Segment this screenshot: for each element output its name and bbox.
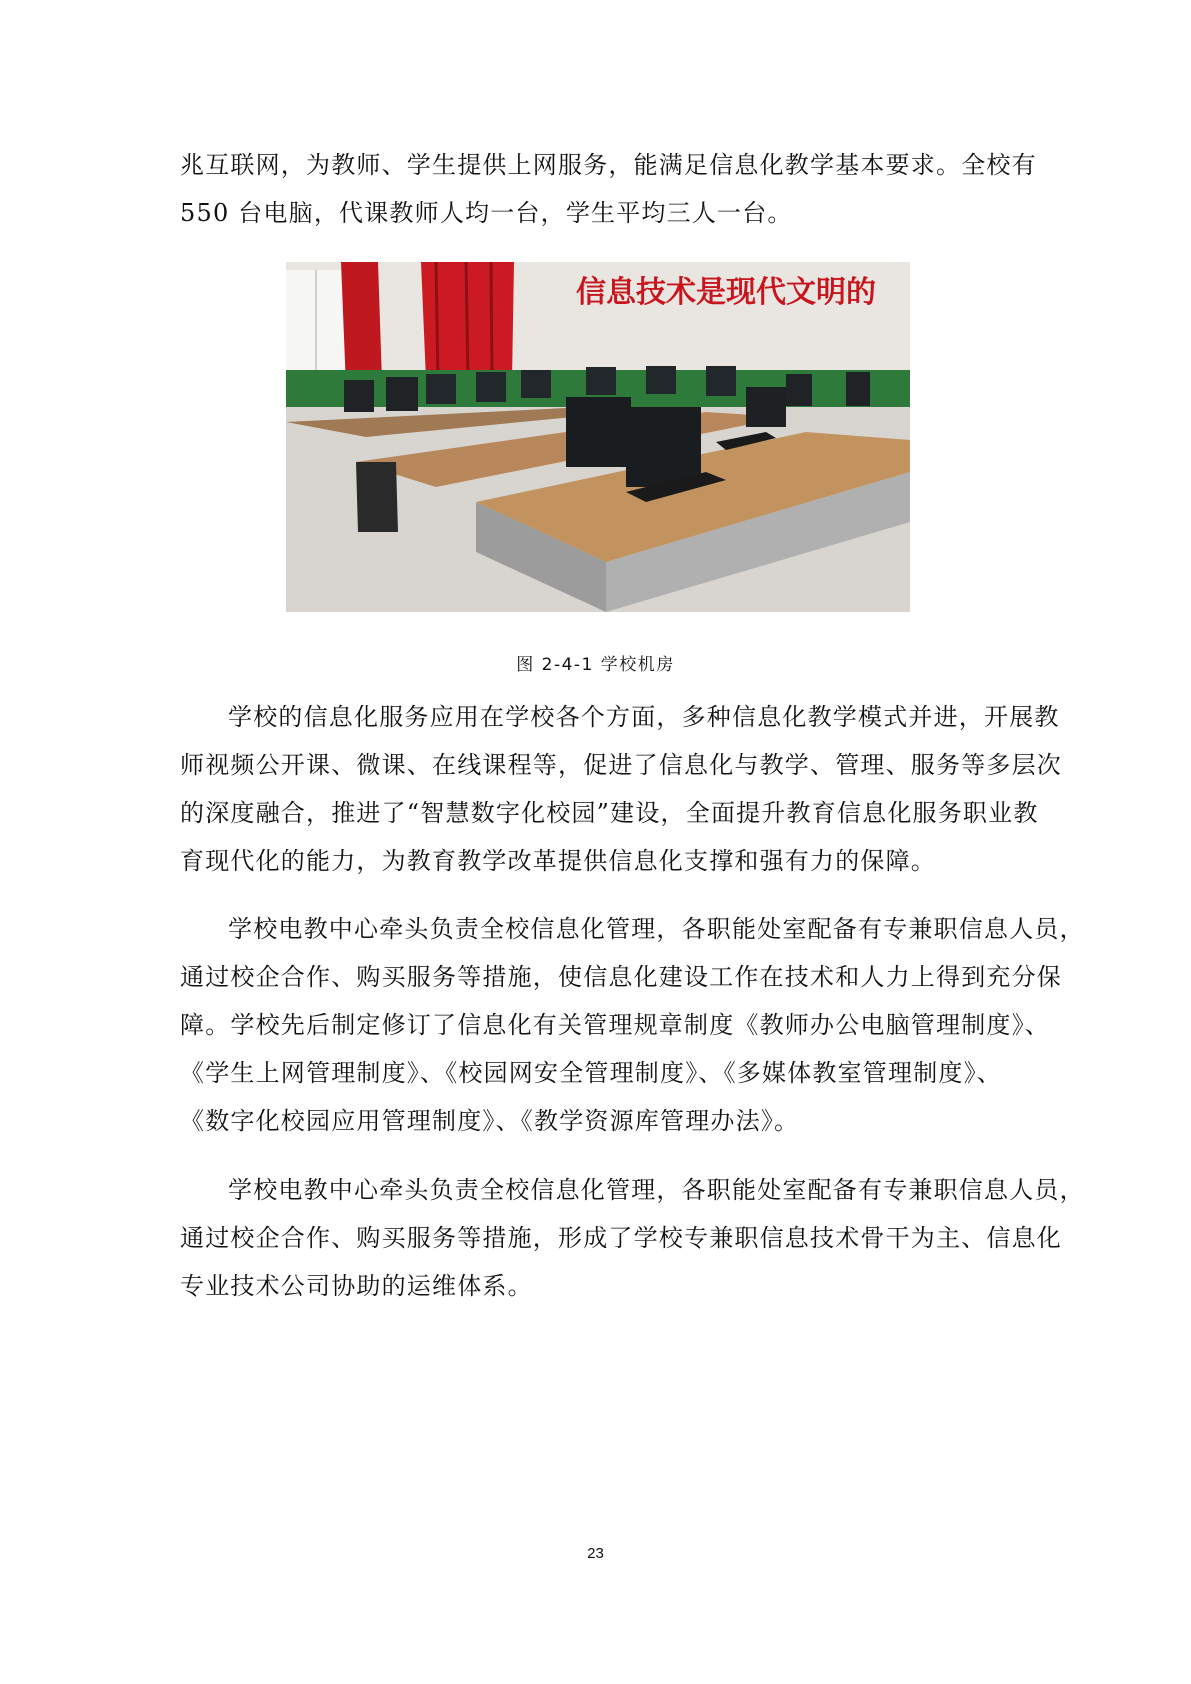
text-line: 通过校企合作、购买服务等措施，使信息化建设工作在技术和人力上得到充分保 [180,963,1062,991]
text-line: 兆互联网，为教师、学生提供上网服务，能满足信息化教学基本要求。全校有 [180,151,1037,179]
text-line: 障。学校先后制定修订了信息化有关管理规章制度《教师办公电脑管理制度》、 [180,1011,1050,1039]
text-line: 通过校企合作、购买服务等措施，形成了学校专兼职信息技术骨干为主、信息化 [180,1224,1062,1252]
text-line: 《学生上网管理制度》、《校园网安全管理制度》、《多媒体教室管理制度》、 [180,1059,1002,1087]
wall-sign-text: 信息技术是现代文明的 [576,275,876,310]
text-line: 的深度融合，推进了“智慧数字化校园”建设，全面提升教育信息化服务职业教 [180,799,1039,827]
paragraph-maintenance-system [180,1166,1085,1310]
figure-caption: 图 2-4-1 学校机房 [516,655,675,675]
text-line: 《数字化校园应用管理制度》、《教学资源库管理办法》。 [180,1107,800,1135]
paragraph-management-rules [180,905,1085,1145]
page-number: 23 [587,1545,604,1562]
text-line: 550 台电脑，代课教师人均一台，学生平均三人一台。 [180,199,793,227]
paragraph-info-services [180,693,1062,885]
computer-lab-photo [286,262,910,612]
text-line: 育现代化的能力，为教育教学改革提供信息化支撑和强有力的保障。 [180,847,936,875]
text-line: 师视频公开课、微课、在线课程等，促进了信息化与教学、管理、服务等多层次 [180,751,1062,779]
text-line: 专业技术公司协助的运维体系。 [180,1272,533,1300]
paragraph-internet-computers [180,141,1037,237]
text-line: 学校的信息化服务应用在学校各个方面，多种信息化教学模式并进，开展教 [228,703,1060,731]
text-line: 学校电教中心牵头负责全校信息化管理，各职能处室配备有专兼职信息人员， [228,1176,1085,1204]
text-line: 学校电教中心牵头负责全校信息化管理，各职能处室配备有专兼职信息人员， [228,915,1085,943]
